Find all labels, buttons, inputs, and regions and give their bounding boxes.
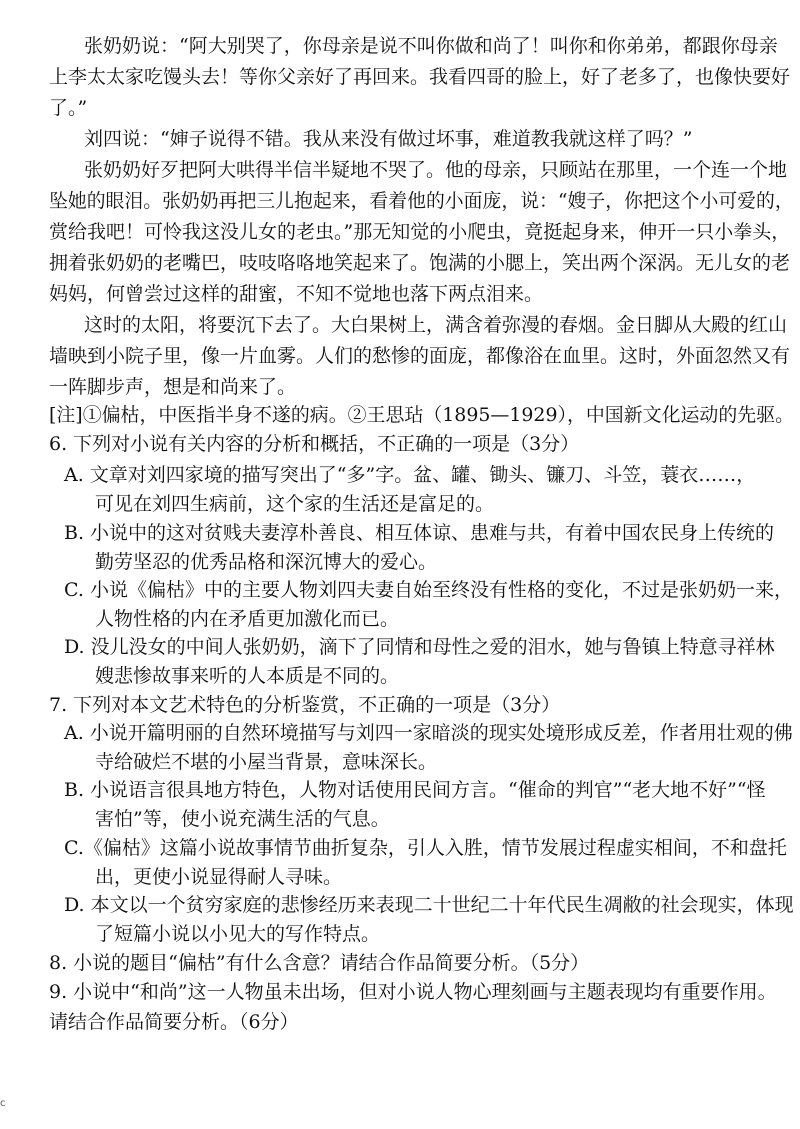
question-7-option-a: A. 小说开篇明丽的自然环境描写与刘四一家暗淡的现实处境形成反差，作者用壮观的佛	[64, 722, 793, 744]
question-6-option-b-cont: 勤劳坚忍的优秀品格和深沉博大的爱心。	[95, 551, 438, 573]
question-7-option-a-cont: 寺给破烂不堪的小屋当背景，意味深长。	[95, 751, 438, 773]
question-7-option-c-cont: 出，更使小说显得耐人寻味。	[95, 866, 343, 888]
passage-line: 上李太太家吃馒头去！等你父亲好了再回来。我看四哥的脸上，好了老多了，也像快要好	[49, 66, 791, 88]
question-6-option-c: C. 小说《偏枯》中的主要人物刘四夫妻自始至终没有性格的变化，不过是张奶奶一来，	[64, 579, 793, 601]
question-9-cont: 请结合作品简要分析。（6分）	[49, 1011, 299, 1033]
passage-line: 张奶奶说：“阿大别哭了，你母亲是说不叫你做和尚了！叫你和你弟弟，都跟你母亲	[84, 35, 778, 57]
footnote: [注]①偏枯，中医指半身不遂的病。②王思玷（1895—1929），中国新文化运动的先驱。	[49, 404, 795, 426]
question-7-option-b: B. 小说语言很具地方特色，人物对话使用民间方言。“催命的判官”“老大地不好”“怪	[64, 779, 766, 801]
question-6-option-d-cont: 嫂悲惨故事来听的人本质是不同的。	[95, 665, 400, 687]
passage-line: 这时的太阳，将要沉下去了。大白果树上，满含着弥漫的春烟。金日脚从大殿的红山	[84, 314, 788, 336]
question-6-stem: 6. 下列对小说有关内容的分析和概括，不正确的一项是（3分）	[49, 433, 580, 455]
question-7-option-d-cont: 了短篇小说以小见大的写作特点。	[95, 923, 381, 945]
question-8: 8. 小说的题目“偏枯”有什么含意？请结合作品简要分析。（5分）	[49, 952, 590, 974]
question-6-option-b: B. 小说中的这对贫贱夫妻淳朴善良、相互体谅、患难与共，有着中国农民身上传统的	[64, 522, 775, 544]
passage-line: 坠她的眼泪。张奶奶再把三儿抱起来，看着他的小面庞，说：“嫂子，你把这个小可爱的，	[49, 190, 794, 212]
question-7-stem: 7. 下列对本文艺术特色的分析鉴赏，不正确的一项是（3分）	[49, 694, 561, 716]
question-7-option-c: C.《偏枯》这篇小说故事情节曲折复杂，引人入胜，情节发展过程虚实相间，不和盘托	[64, 837, 787, 859]
question-6-option-d: D. 没儿没女的中间人张奶奶，滴下了同情和母性之爱的泪水，她与鲁镇上特意寻祥林	[64, 636, 775, 658]
question-7-option-d: D. 本文以一个贫穷家庭的悲惨经历来表现二十世纪二十年代民生凋敝的社会现实，体现	[64, 894, 794, 916]
question-6-option-c-cont: 人物性格的内在矛盾更加激化而已。	[95, 608, 400, 630]
passage-line: 拥着张奶奶的老嘴巴，吱吱咯咯地笑起来了。饱满的小腮上，笑出两个深涡。无儿女的老	[49, 252, 791, 274]
passage-line: 一阵脚步声，想是和尚来了。	[49, 376, 297, 398]
question-6-option-a-cont: 可见在刘四生病前，这个家的生活还是富足的。	[95, 493, 495, 515]
passage-line: 了。”	[49, 97, 88, 119]
question-9: 9. 小说中“和尚”这一人物虽未出场，但对小说人物心理刻画与主题表现均有重要作用。	[49, 981, 777, 1003]
question-6-option-a: A. 文章对刘四家境的描写突出了“多”字。盆、罐、锄头、镰刀、斗笠，蓑衣……，	[64, 464, 756, 486]
passage-line: 赏给我吧！可怜我这没儿女的老虫。”那无知觉的小爬虫，竟挺起身来，伸开一只小拳头，	[49, 221, 791, 243]
question-7-option-b-cont: 害怕”等，使小说充满生活的气息。	[95, 808, 390, 830]
passage-line: 墙映到小院子里，像一片血雾。人们的愁惨的面庞，都像浴在血里。这时，外面忽然又有	[49, 345, 791, 367]
passage-line: 妈妈，何曾尝过这样的甜蜜，不知不觉地也落下两点泪来。	[49, 283, 544, 305]
passage-line: 刘四说：“婶子说得不错。我从来没有做过坏事，难道教我就这样了吗？”	[84, 128, 693, 150]
passage-line: 张奶奶好歹把阿大哄得半信半疑地不哭了。他的母亲，只顾站在那里，一个连一个地	[84, 159, 788, 181]
margin-mark: c	[0, 1098, 6, 1109]
